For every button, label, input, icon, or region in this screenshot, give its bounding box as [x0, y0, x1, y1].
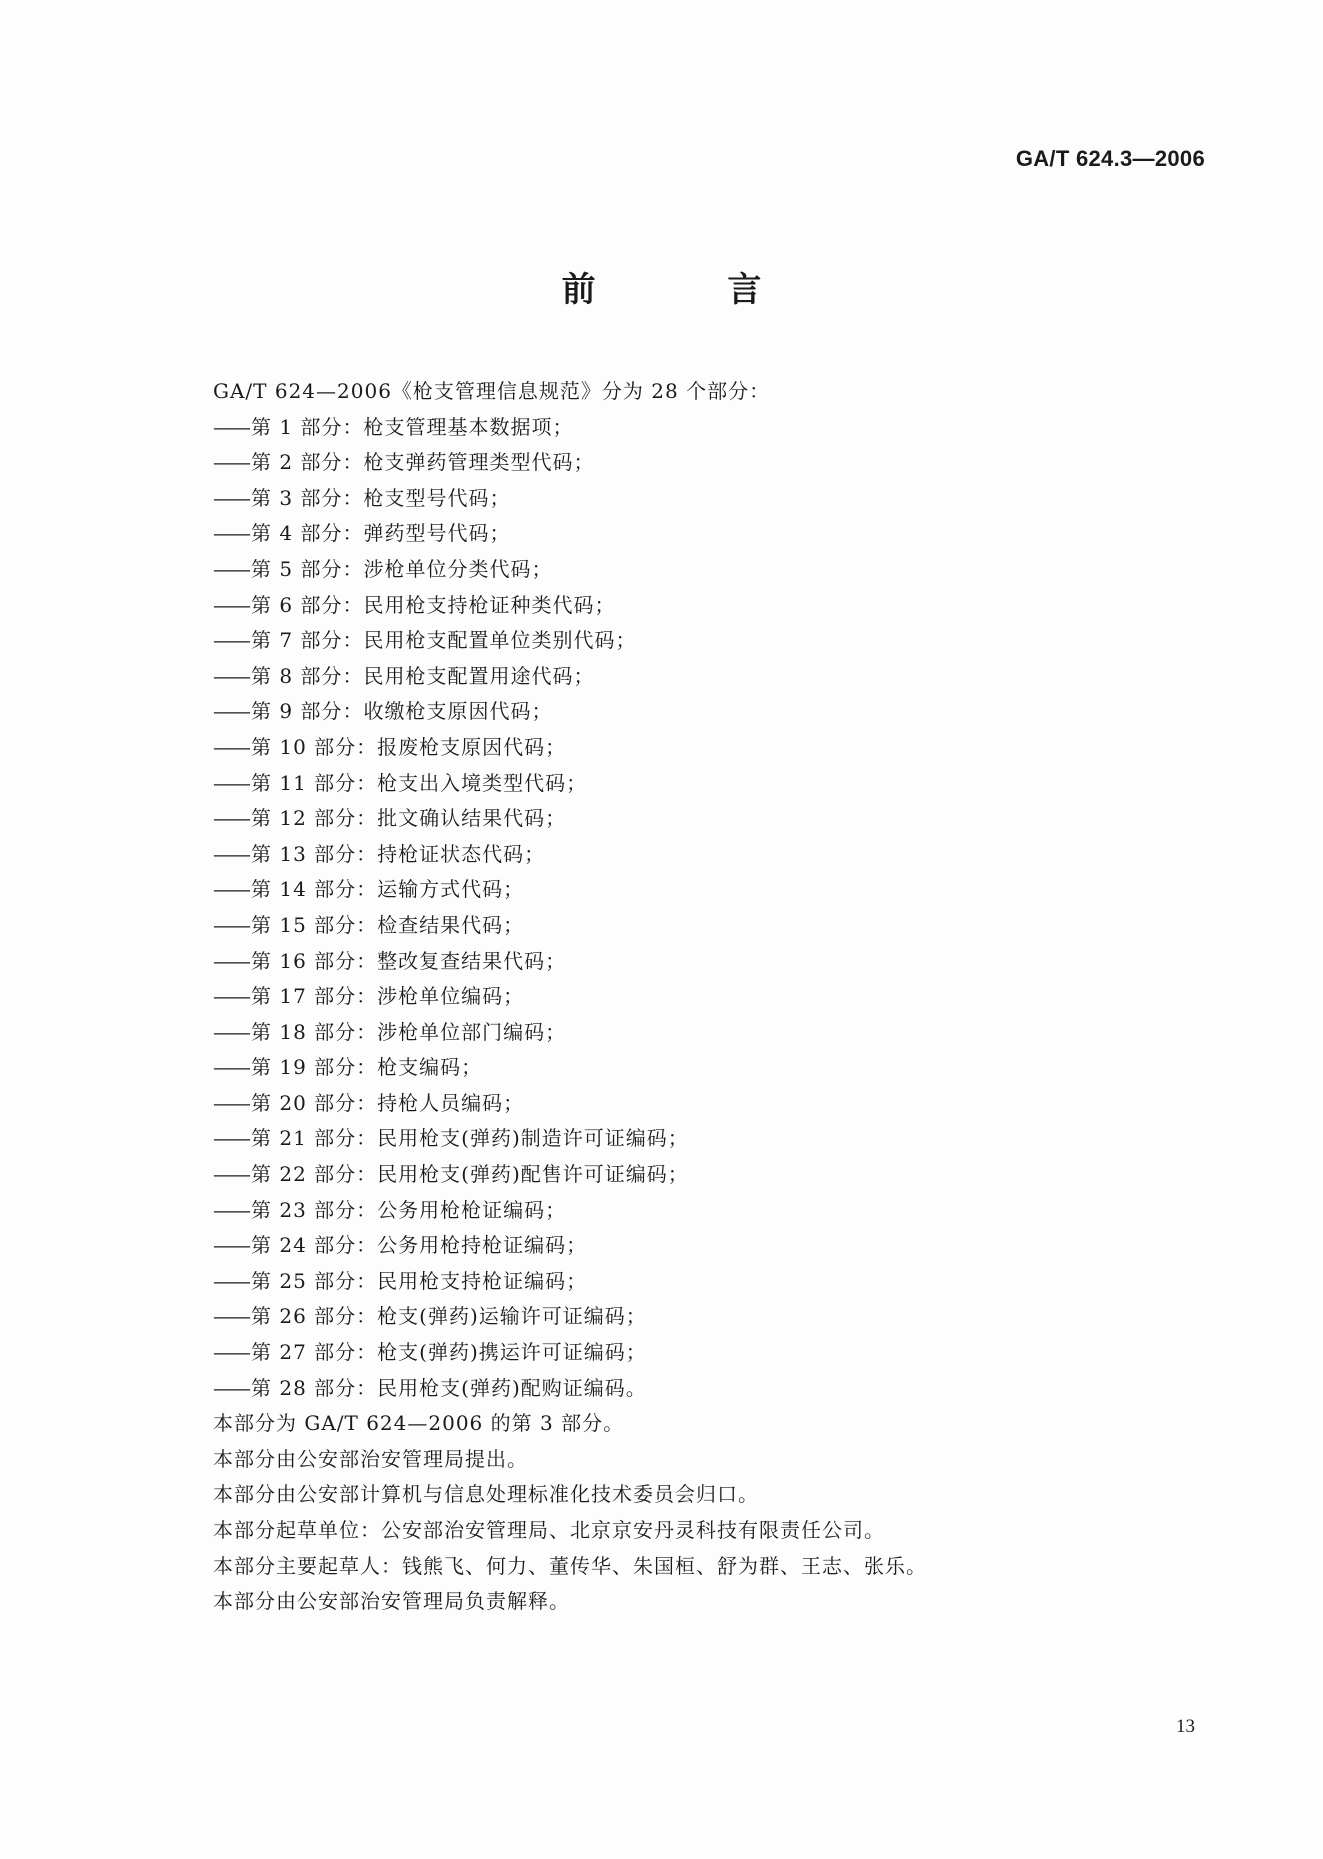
list-dash: —— [213, 984, 249, 1009]
list-dash: —— [213, 699, 249, 724]
list-item [213, 1193, 1193, 1229]
list-item [213, 1157, 1193, 1193]
list-item [213, 516, 1193, 552]
list-item-text: 第 3 部分：枪支型号代码； [251, 485, 511, 510]
list-dash: —— [213, 556, 249, 581]
list-item-text: 第 19 部分：枪支编码； [251, 1055, 483, 1080]
list-item-text: 第 13 部分：持枪证状态代码； [251, 841, 546, 866]
list-item-text: 第 21 部分：民用枪支(弹药)制造许可证编码； [251, 1126, 689, 1151]
list-dash: —— [213, 912, 249, 937]
list-item-text: 第 10 部分：报废枪支原因代码； [251, 734, 567, 759]
list-dash: —— [213, 841, 249, 866]
list-dash: —— [213, 770, 249, 795]
list-dash: —— [213, 414, 249, 439]
list-item [213, 908, 1193, 944]
list-item [213, 1228, 1193, 1264]
list-item [213, 694, 1193, 730]
list-item-text: 第 14 部分：运输方式代码； [251, 877, 525, 902]
page-title: 前 言 [561, 270, 822, 310]
page-number: 13 [1176, 1716, 1195, 1737]
list-item [213, 801, 1193, 837]
list-item-text: 第 4 部分：弹药型号代码； [251, 521, 511, 546]
list-item [213, 410, 1193, 446]
list-dash: —— [213, 1055, 249, 1080]
list-dash: —— [213, 806, 249, 831]
standard-code: GA/T 624.3—2006 [1015, 146, 1205, 171]
list-item [213, 1371, 1193, 1407]
list-item-text: 第 15 部分：检查结果代码； [251, 912, 525, 937]
list-dash: —— [213, 521, 249, 546]
parts-list [213, 410, 1193, 1407]
list-item-text: 第 24 部分：公务用枪持枪证编码； [251, 1233, 588, 1258]
list-item-text: 第 18 部分：涉枪单位部门编码； [251, 1019, 567, 1044]
list-dash: —— [213, 1375, 249, 1400]
list-item-text: 第 27 部分：枪支(弹药)携运许可证编码； [251, 1340, 647, 1365]
closing-paragraph: 本部分由公安部治安管理局负责解释。 [213, 1589, 570, 1614]
list-item-text: 第 17 部分：涉枪单位编码； [251, 984, 525, 1009]
list-dash: —— [213, 1233, 249, 1258]
list-item-text: 第 28 部分：民用枪支(弹药)配购证编码。 [251, 1375, 647, 1400]
list-item [213, 1121, 1193, 1157]
closing-paragraph: 本部分主要起草人：钱熊飞、何力、董传华、朱国桓、舒为群、王志、张乐。 [213, 1553, 927, 1578]
closing-paragraph: 本部分由公安部计算机与信息处理标准化技术委员会归口。 [213, 1482, 759, 1507]
list-item [213, 944, 1193, 980]
list-item [213, 445, 1193, 481]
list-dash: —— [213, 1019, 249, 1044]
list-item-text: 第 20 部分：持枪人员编码； [251, 1090, 525, 1115]
list-dash: —— [213, 1340, 249, 1365]
closing-paragraph: 本部分由公安部治安管理局提出。 [213, 1446, 528, 1471]
closing-paragraph: 本部分为 GA/T 624—2006 的第 3 部分。 [213, 1411, 625, 1436]
list-item [213, 1015, 1193, 1051]
list-item-text: 第 5 部分：涉枪单位分类代码； [251, 556, 553, 581]
list-item-text: 第 6 部分：民用枪支持枪证种类代码； [251, 592, 616, 617]
closing-paragraphs [213, 1406, 1193, 1620]
list-dash: —— [213, 1126, 249, 1151]
list-item [213, 1335, 1193, 1371]
list-dash: —— [213, 1090, 249, 1115]
list-dash: —— [213, 663, 249, 688]
list-item [213, 979, 1193, 1015]
list-item [213, 872, 1193, 908]
list-item [213, 552, 1193, 588]
list-item [213, 766, 1193, 802]
list-item-text: 第 25 部分：民用枪支持枪证编码； [251, 1268, 588, 1293]
list-dash: —— [213, 485, 249, 510]
foreword-body [213, 374, 1193, 1620]
list-dash: —— [213, 734, 249, 759]
list-dash: —— [213, 1268, 249, 1293]
list-dash: —— [213, 450, 249, 475]
list-item [213, 481, 1193, 517]
list-item-text: 第 11 部分：枪支出入境类型代码； [251, 770, 588, 795]
list-dash: —— [213, 948, 249, 973]
list-dash: —— [213, 592, 249, 617]
list-item [213, 588, 1193, 624]
list-item-text: 第 26 部分：枪支(弹药)运输许可证编码； [251, 1304, 647, 1329]
list-item-text: 第 2 部分：枪支弹药管理类型代码； [251, 450, 595, 475]
list-item [213, 1264, 1193, 1300]
list-item [213, 623, 1193, 659]
list-dash: —— [213, 1197, 249, 1222]
list-dash: —— [213, 628, 249, 653]
list-dash: —— [213, 1162, 249, 1187]
list-item [213, 1299, 1193, 1335]
list-item [213, 1086, 1193, 1122]
list-item-text: 第 12 部分：批文确认结果代码； [251, 806, 567, 831]
list-item-text: 第 1 部分：枪支管理基本数据项； [251, 414, 574, 439]
list-item-text: 第 16 部分：整改复查结果代码； [251, 948, 567, 973]
list-item-text: 第 8 部分：民用枪支配置用途代码； [251, 663, 595, 688]
closing-paragraph: 本部分起草单位：公安部治安管理局、北京京安丹灵科技有限责任公司。 [213, 1518, 885, 1542]
list-item-text: 第 22 部分：民用枪支(弹药)配售许可证编码； [251, 1162, 689, 1187]
list-item [213, 659, 1193, 695]
list-dash: —— [213, 877, 249, 902]
list-item-text: 第 23 部分：公务用枪枪证编码； [251, 1197, 567, 1222]
list-dash: —— [213, 1304, 249, 1329]
list-item-text: 第 7 部分：民用枪支配置单位类别代码； [251, 628, 637, 653]
list-item [213, 730, 1193, 766]
list-item [213, 1050, 1193, 1086]
list-item-text: 第 9 部分：收缴枪支原因代码； [251, 699, 553, 724]
intro-line: GA/T 624—2006《枪支管理信息规范》分为 28 个部分： [213, 379, 771, 403]
list-item [213, 837, 1193, 873]
